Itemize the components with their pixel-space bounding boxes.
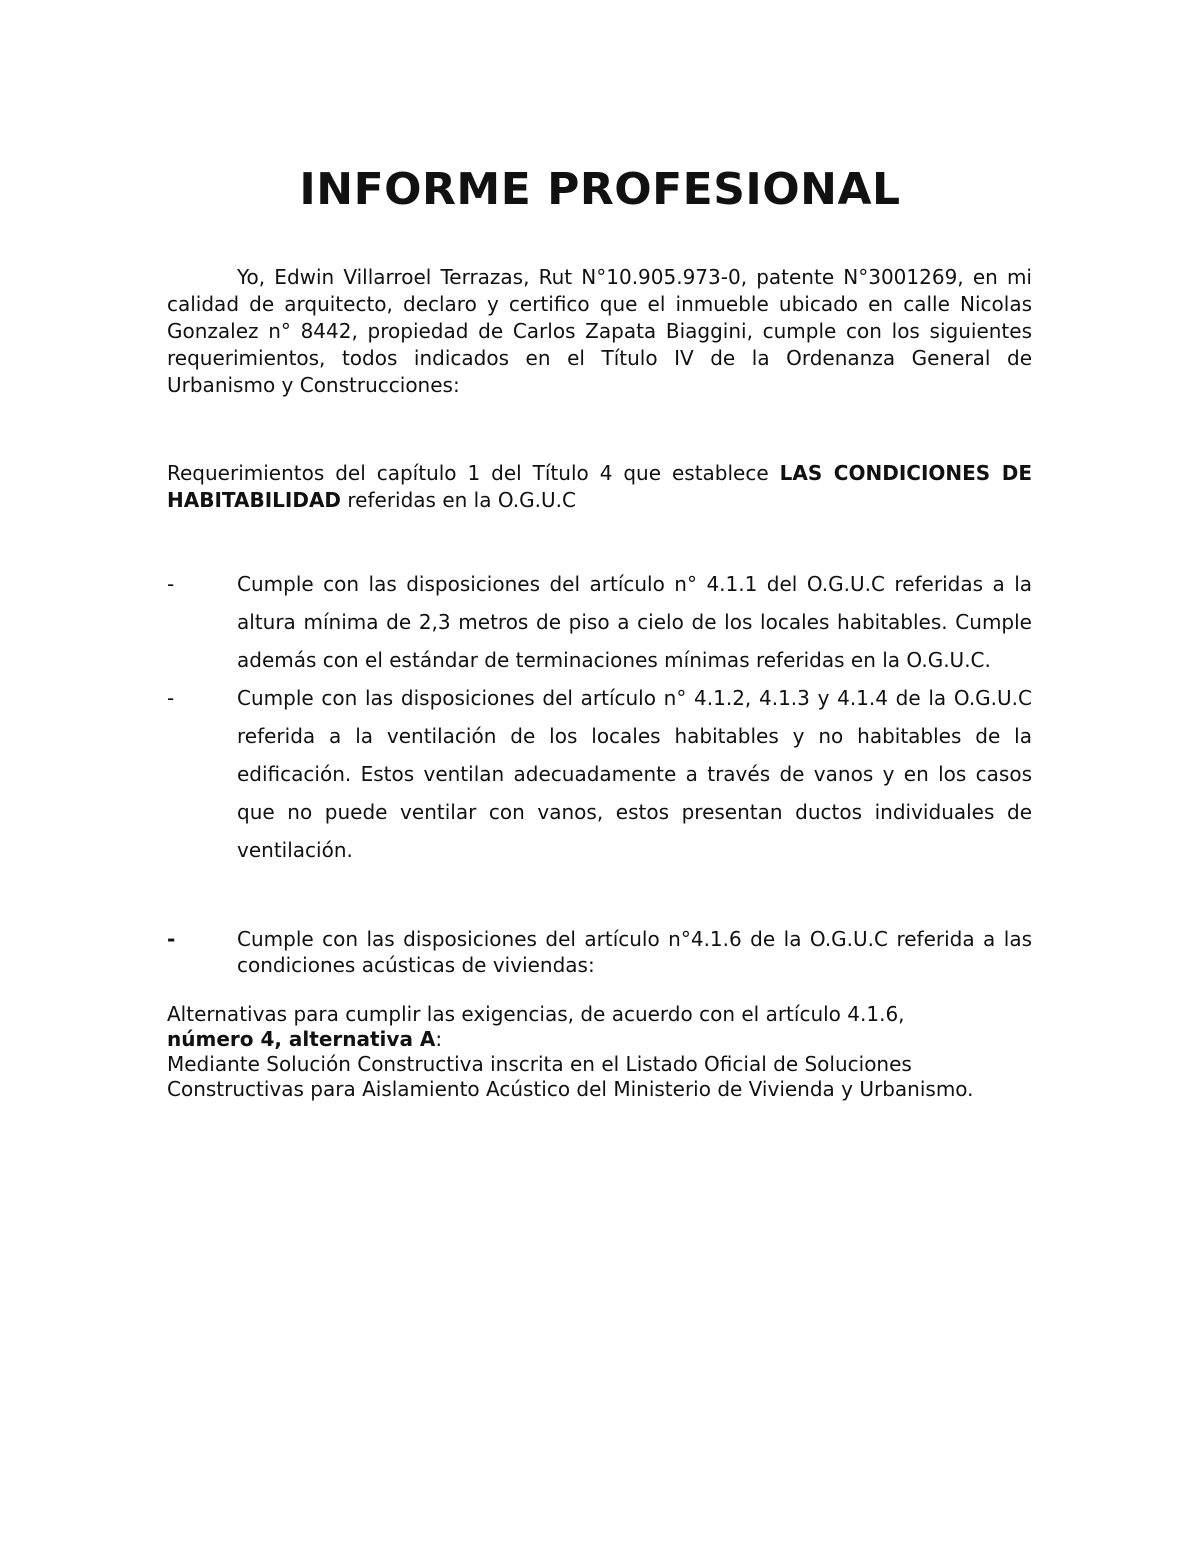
- requirements-tail: referidas en la O.G.U.C: [341, 488, 576, 512]
- document-title: INFORME PROFESIONAL: [299, 164, 901, 215]
- requirements-list: [167, 565, 1032, 869]
- requirements-bold: LAS CONDICIONES DE HABITABILIDAD: [167, 461, 1033, 512]
- alternatives-line-2: [167, 1027, 1032, 1052]
- intro-paragraph: Yo, Edwin Villarroel Terrazas, Rut N°10.905.973-0, patente N°3001269, en mi calidad de arquitecto, declaro y certifico que el inmueble ubicado en calle Nicolas Gonzalez n° 8442, propiedad de Carlos Zapata Biaggini, cumple con los siguientes requerimientos, todos indicados en el Título IV de la Ordenanza General de Urbanismo y Construcciones:: [167, 265, 1032, 397]
- list-item: [167, 565, 1032, 679]
- list-item: [167, 679, 1032, 869]
- alternatives-line-3: Mediante Solución Constructiva inscrita en el Listado Oficial de Soluciones Constructivas para Aislamiento Acústico del Ministerio de Vivienda y Urbanismo.: [167, 1052, 974, 1101]
- list-dash: -: [167, 686, 175, 710]
- list-item: [167, 926, 1032, 978]
- acoustic-requirements-list: [167, 926, 1032, 978]
- list-item-text: Cumple con las disposiciones del artículo n°4.1.6 de la O.G.U.C referida a las condiciones acústicas de viviendas:: [237, 927, 1032, 977]
- requirements-paragraph: [167, 460, 1032, 514]
- alternatives-line-1: Alternativas para cumplir las exigencias, de acuerdo con el artículo 4.1.6,: [167, 1002, 905, 1026]
- alternatives-colon: :: [435, 1027, 443, 1051]
- requirements-lead: Requerimientos del capítulo 1 del Título 4 que establece: [167, 461, 780, 485]
- alternatives-bold: número 4, alternativa A: [167, 1027, 436, 1051]
- list-item-text: Cumple con las disposiciones del artículo n° 4.1.2, 4.1.3 y 4.1.4 de la O.G.U.C referida a la ventilación de los locales habitables y no habitables de la edificación. Estos ventilan adecuadamente a través de vanos y en los casos que no puede ventilar con vanos, estos presentan ductos individuales de ventilación.: [237, 686, 1032, 862]
- list-dash: -: [167, 927, 176, 951]
- alternatives-section: [167, 1002, 1032, 1102]
- list-dash: -: [167, 572, 175, 596]
- list-item-text: Cumple con las disposiciones del artículo n° 4.1.1 del O.G.U.C referidas a la altura mínima de 2,3 metros de piso a cielo de los locales habitables. Cumple además con el estándar de terminaciones mínimas referidas en la O.G.U.C.: [237, 572, 1032, 672]
